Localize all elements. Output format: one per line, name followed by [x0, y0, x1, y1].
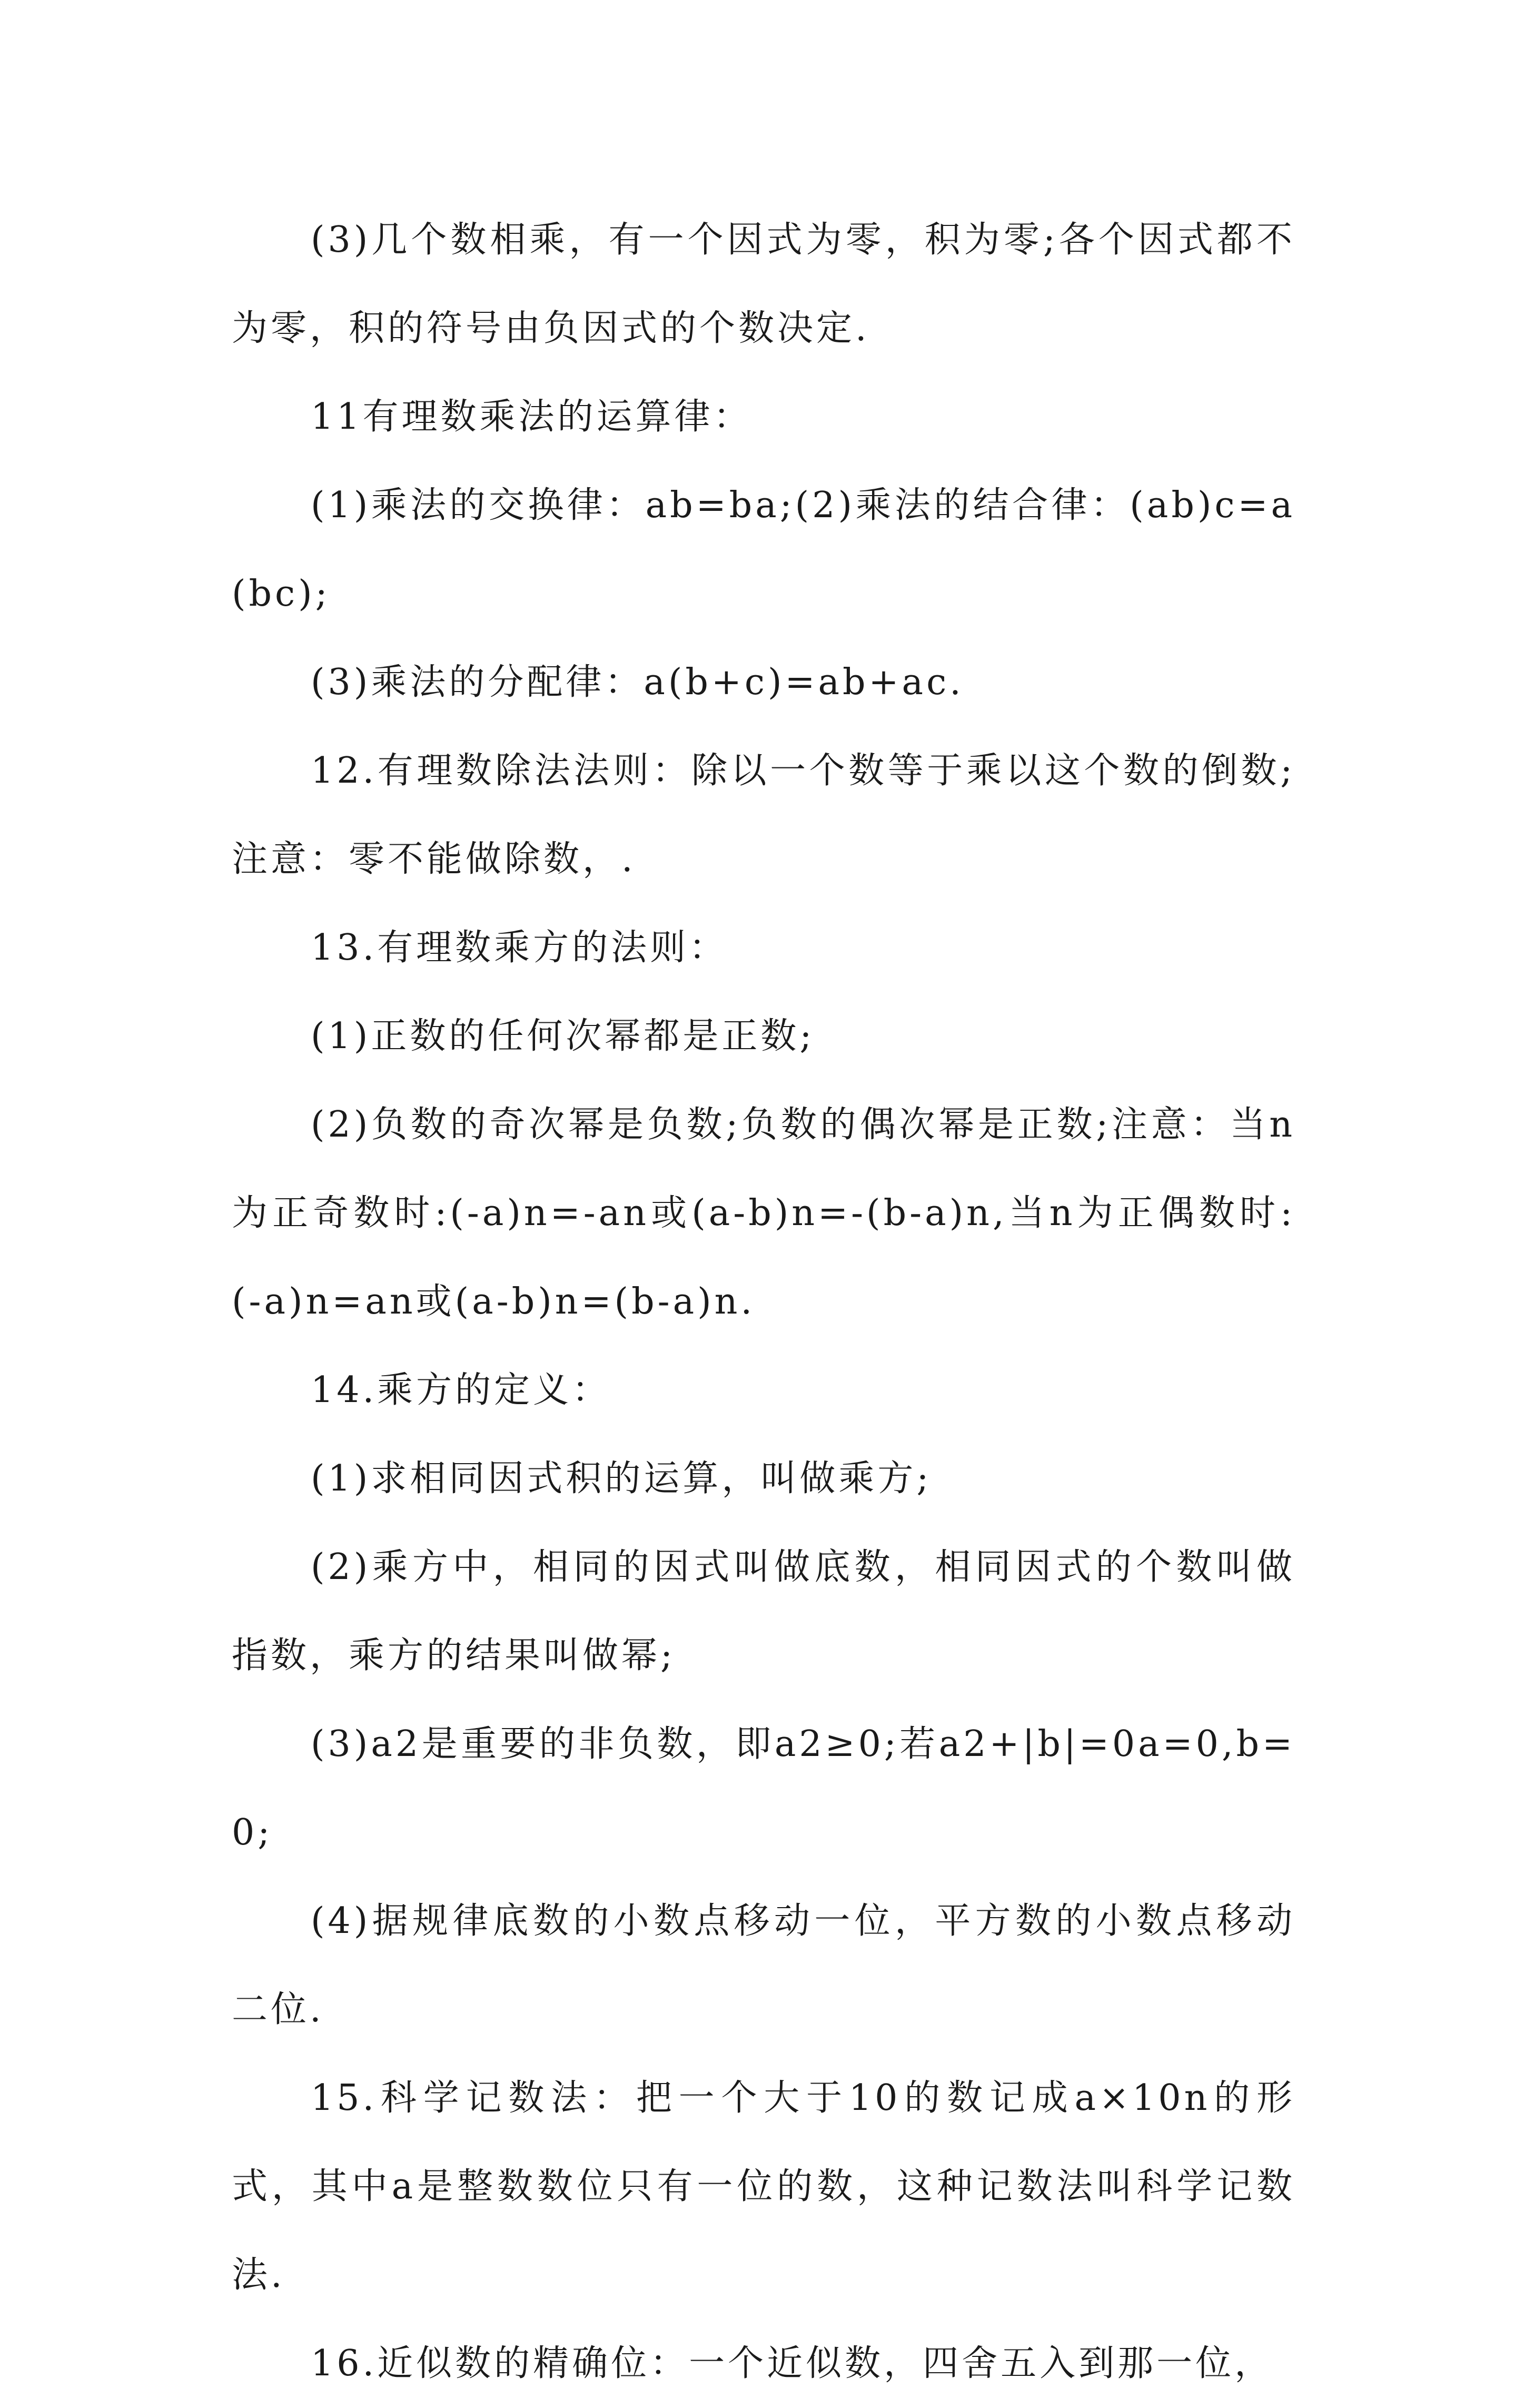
paragraph-power-definition-1: (1)求相同因式积的运算，叫做乘方;	[311, 1458, 932, 1499]
document-body	[232, 196, 1295, 2408]
paragraph-positive-powers: (1)正数的任何次幂都是正数;	[311, 1015, 815, 1057]
paragraph-commutative-associative-laws: (1)乘法的交换律：ab=ba;(2)乘法的结合律：(ab)c=a(bc);	[232, 485, 1295, 615]
paragraph-power-rules-heading: 13.有理数乘方的法则：	[311, 927, 728, 969]
paragraph-product-zero-rule: (3)几个数相乘，有一个因式为零，积为零;各个因式都不为零，积的符号由负因式的个数决定.	[232, 219, 1295, 349]
paragraph-power-definition-heading: 14.乘方的定义：	[311, 1369, 611, 1411]
paragraph-power-definition-4: (4)据规律底数的小数点移动一位，平方数的小数点移动二位.	[232, 1900, 1295, 2030]
paragraph-power-definition-3: (3)a2是重要的非负数，即a2≥0;若a2+|b|=0a=0,b=0;	[232, 1723, 1295, 1853]
paragraph-division-rule: 12.有理数除法法则：除以一个数等于乘以这个数的倒数;注意：零不能做除数，.	[232, 750, 1295, 880]
paragraph-negative-powers: (2)负数的奇次幂是负数;负数的偶次幂是正数;注意：当n为正奇数时:(-a)n=-an或(a-b)n=-(b-a)n,当n为正偶数时:(-a)n=an或(a-b)n=(b-a)n.	[232, 1104, 1295, 1323]
paragraph-power-definition-2: (2)乘方中，相同的因式叫做底数，相同因式的个数叫做指数，乘方的结果叫做幂;	[232, 1546, 1295, 1676]
paragraph-multiplication-laws-heading: 11有理数乘法的运算律：	[311, 396, 753, 438]
paragraph-approximate-numbers: 16.近似数的精确位：一个近似数，四舍五入到那一位，	[311, 2343, 1274, 2384]
paragraph-scientific-notation: 15.科学记数法：把一个大于10的数记成a×10n的形式，其中a是整数数位只有一位的数，这种记数法叫科学记数法.	[232, 2077, 1295, 2296]
paragraph-distributive-law: (3)乘法的分配律：a(b+c)=ab+ac.	[311, 662, 964, 703]
